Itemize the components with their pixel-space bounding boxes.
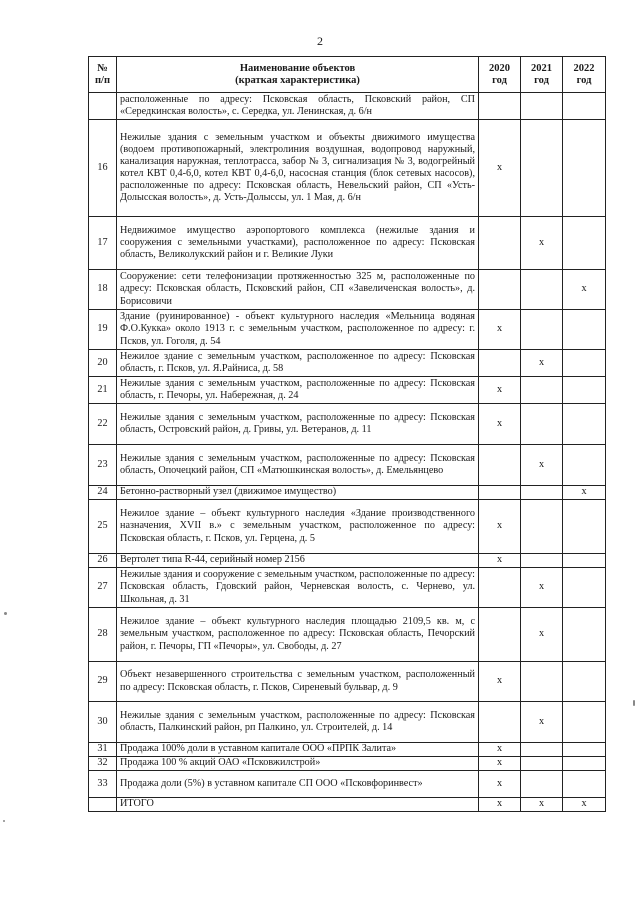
header-name-line: (краткая характеристика): [235, 74, 360, 86]
row-mark-2020: [479, 486, 521, 500]
row-mark-2021: [521, 771, 563, 798]
table-row: [89, 771, 606, 798]
row-object-name: Нежилые здания и сооружение с земельным участком, расположенные по адресу: Псковская область, Гдовский район, Черневская волость, с. Чернево, ул. Школьная, д. 31: [117, 568, 479, 608]
table-row: [89, 662, 606, 702]
row-mark-2022: [563, 702, 606, 743]
row-object-name: Нежилые здания с земельным участком, расположенные по адресу: Псковская область, г. Печоры, ул. Набережная, д. 24: [117, 377, 479, 404]
row-mark-2021: x: [521, 350, 563, 377]
table-row: [89, 743, 606, 757]
row-object-name: Нежилое здание – объект культурного наследия «Здание производственного назначения, XVII в.» с земельным участком, расположенное по адресу: Псковская область, г. Псков, ул. Герцена, д. 5: [117, 500, 479, 554]
row-mark-2022: [563, 377, 606, 404]
row-mark-2022: [563, 310, 606, 350]
row-mark-2020: x: [479, 554, 521, 568]
row-number: 31: [89, 743, 117, 757]
row-mark-2022: [563, 93, 606, 120]
row-mark-2020: x: [479, 377, 521, 404]
row-object-name: Нежилые здания с земельным участком, расположенные по адресу: Псковская область, Островский район, д. Гривы, ул. Ветеранов, д. 11: [117, 404, 479, 445]
row-mark-2020: x: [479, 757, 521, 771]
table-row: [89, 486, 606, 500]
row-number: 19: [89, 310, 117, 350]
header-year-2022: 2022 год: [563, 57, 606, 93]
table-row: [89, 350, 606, 377]
row-mark-2020: [479, 445, 521, 486]
row-object-name: ИТОГО: [117, 798, 479, 812]
row-mark-2022: [563, 568, 606, 608]
row-object-name: Нежилое здание – объект культурного наследия площадью 2109,5 кв. м, с земельным участком, расположенное по адресу: Псковская область, Печорский район, г. Печоры, ГП «Печоры», ул. Свободы, д. 27: [117, 608, 479, 662]
row-mark-2020: x: [479, 743, 521, 757]
row-mark-2020: [479, 608, 521, 662]
row-mark-2022: [563, 500, 606, 554]
row-number: 26: [89, 554, 117, 568]
row-mark-2021: [521, 554, 563, 568]
row-mark-2020: x: [479, 120, 521, 217]
row-mark-2020: [479, 702, 521, 743]
row-number: 25: [89, 500, 117, 554]
row-mark-2021: [521, 93, 563, 120]
row-number: 29: [89, 662, 117, 702]
row-number: 18: [89, 270, 117, 310]
row-mark-2021: x: [521, 798, 563, 812]
row-object-name: Нежилое здание с земельным участком, расположенное по адресу: Псковская область, г. Псков, ул. Я.Райниса, д. 58: [117, 350, 479, 377]
row-mark-2020: [479, 217, 521, 270]
row-mark-2021: [521, 500, 563, 554]
header-object-name: [117, 57, 479, 93]
header-year-2020: 2020 год: [479, 57, 521, 93]
table-row: [89, 217, 606, 270]
row-mark-2020: x: [479, 771, 521, 798]
row-mark-2022: [563, 350, 606, 377]
scan-speck: [3, 820, 5, 822]
table-row-total: [89, 798, 606, 812]
scan-speck: [4, 612, 7, 615]
table-row: [89, 270, 606, 310]
header-number: [89, 57, 117, 93]
row-number: 20: [89, 350, 117, 377]
row-object-name: Нежилые здания с земельным участком и объекты движимого имущества (водоем противопожарный, электролиния воздушная, водопровод наружный, канализация наружная, теплотрасса, забор № 3, сигнализация № 3, водогрейный котел КВТ 0,4-6,0, котел КВТ 0,4-6,0, насосная станция (блок сетевых насосов), расположенные по адресу: Псковская область, Невельский район, СП «Усть-Долысская волость», д. Усть-Долыссы, ул. 1 Мая, д. 6/н: [117, 120, 479, 217]
row-number: 22: [89, 404, 117, 445]
table-row: [89, 568, 606, 608]
row-object-name: Вертолет типа R-44, серийный номер 2156: [117, 554, 479, 568]
row-mark-2022: x: [563, 270, 606, 310]
row-mark-2022: [563, 120, 606, 217]
table-row: [89, 93, 606, 120]
objects-table: [88, 56, 606, 812]
row-number: 32: [89, 757, 117, 771]
table-row: [89, 608, 606, 662]
row-mark-2022: [563, 404, 606, 445]
row-mark-2022: [563, 445, 606, 486]
row-mark-2022: [563, 771, 606, 798]
row-mark-2020: x: [479, 798, 521, 812]
row-mark-2021: [521, 757, 563, 771]
row-number: 33: [89, 771, 117, 798]
table-row: [89, 757, 606, 771]
row-mark-2020: [479, 568, 521, 608]
row-number: 28: [89, 608, 117, 662]
row-mark-2022: [563, 743, 606, 757]
row-number: 17: [89, 217, 117, 270]
row-mark-2021: [521, 120, 563, 217]
row-number: 21: [89, 377, 117, 404]
row-mark-2020: x: [479, 662, 521, 702]
row-object-name: Сооружение: сети телефонизации протяженностью 325 м, расположенные по адресу: Псковская область, Псковский район, СП «Завеличенская волость», д. Борисовичи: [117, 270, 479, 310]
table-row: [89, 702, 606, 743]
row-mark-2021: x: [521, 217, 563, 270]
row-mark-2021: [521, 377, 563, 404]
row-object-name: Продажа 100% доли в уставном капитале ООО «ПРПК Залита»: [117, 743, 479, 757]
row-object-name: Нежилые здания с земельным участком, расположенные по адресу: Псковская область, Опочецкий район, СП «Матюшкинская волость», д. Емельянцево: [117, 445, 479, 486]
table-row: [89, 500, 606, 554]
row-object-name: Продажа 100 % акций ОАО «Псковжилстрой»: [117, 757, 479, 771]
row-mark-2020: [479, 93, 521, 120]
row-object-name: Продажа доли (5%) в уставном капитале СП ООО «Псковфоринвест»: [117, 771, 479, 798]
row-mark-2021: [521, 486, 563, 500]
row-mark-2022: [563, 608, 606, 662]
header-year-2021: 2021 год: [521, 57, 563, 93]
row-object-name: Бетонно-растворный узел (движимое имущество): [117, 486, 479, 500]
row-mark-2020: x: [479, 404, 521, 445]
table-row: [89, 120, 606, 217]
row-mark-2020: x: [479, 500, 521, 554]
header-number-line: п/п: [94, 74, 111, 86]
row-mark-2021: x: [521, 702, 563, 743]
row-number: 16: [89, 120, 117, 217]
row-number: 27: [89, 568, 117, 608]
row-mark-2022: [563, 217, 606, 270]
row-mark-2022: x: [563, 486, 606, 500]
row-mark-2020: [479, 270, 521, 310]
row-mark-2021: [521, 662, 563, 702]
row-mark-2021: x: [521, 445, 563, 486]
table-row: [89, 310, 606, 350]
row-object-name: Недвижимое имущество аэропортового комплекса (нежилые здания и сооружения с земельными участками), расположенное по адресу: Псковская область, Великолукский район и г. Великие Луки: [117, 217, 479, 270]
row-object-name: Нежилые здания с земельным участком, расположенные по адресу: Псковская область, Палкинский район, рп Палкино, ул. Строителей, д. 14: [117, 702, 479, 743]
row-object-name: расположенные по адресу: Псковская область, Псковский район, СП «Середкинская волость», с. Середка, ул. Ленинская, д. 6/н: [117, 93, 479, 120]
row-mark-2022: x: [563, 798, 606, 812]
table-row: [89, 404, 606, 445]
row-mark-2021: [521, 743, 563, 757]
row-number: 24: [89, 486, 117, 500]
table-row: [89, 554, 606, 568]
header-number-line: №: [97, 62, 108, 74]
table-row: [89, 377, 606, 404]
table-row: [89, 445, 606, 486]
row-mark-2021: [521, 404, 563, 445]
header-name-line: Наименование объектов: [239, 62, 356, 74]
row-mark-2022: [563, 662, 606, 702]
scan-speck: [633, 700, 635, 706]
row-mark-2021: [521, 270, 563, 310]
row-mark-2020: [479, 350, 521, 377]
page-number: 2: [317, 34, 323, 48]
row-mark-2022: [563, 554, 606, 568]
row-mark-2021: x: [521, 568, 563, 608]
row-mark-2021: [521, 310, 563, 350]
row-number: 30: [89, 702, 117, 743]
row-mark-2021: x: [521, 608, 563, 662]
row-number: [89, 798, 117, 812]
row-object-name: Здание (руинированное) - объект культурного наследия «Мельница водяная Ф.О.Кукка» около 1913 г. с земельным участком, расположенное по адресу: г. Псков, ул. Гоголя, д. 54: [117, 310, 479, 350]
row-mark-2022: [563, 757, 606, 771]
row-mark-2020: x: [479, 310, 521, 350]
row-number: 23: [89, 445, 117, 486]
row-object-name: Объект незавершенного строительства с земельным участком, расположенный по адресу: Псковская область, г. Псков, Сиреневый бульвар, д. 9: [117, 662, 479, 702]
row-number: [89, 93, 117, 120]
table-header-row: [89, 57, 606, 93]
